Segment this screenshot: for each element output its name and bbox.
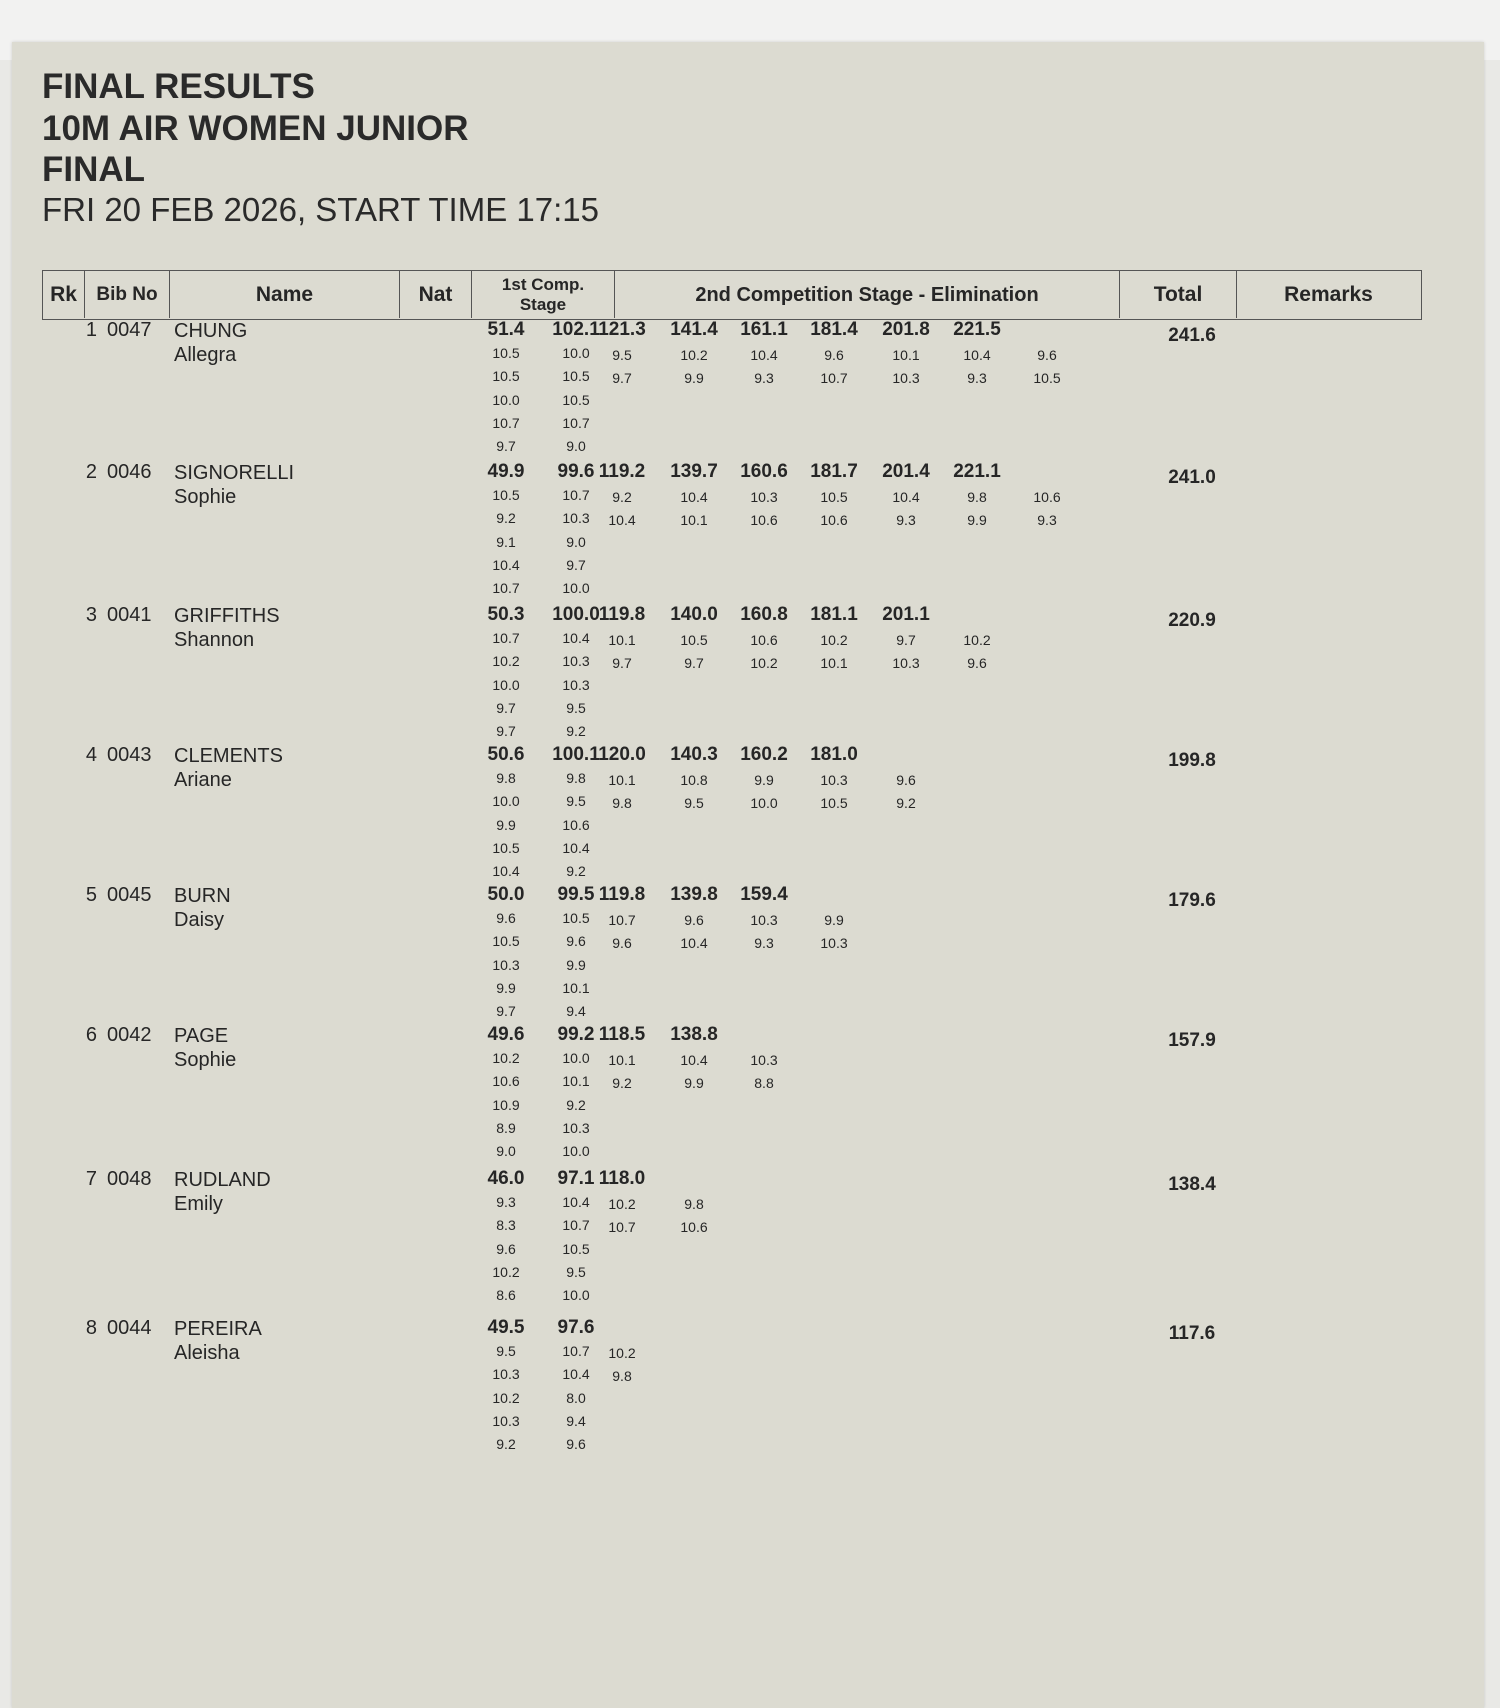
stage2-shot: 9.9: [684, 1075, 704, 1092]
stage2-shot: 9.2: [896, 795, 916, 812]
stage1-shot: 10.4: [492, 863, 520, 880]
stage1-shot: 10.5: [492, 933, 520, 950]
stage2-shot: 9.3: [896, 512, 916, 529]
stage1-shot: 10.5: [492, 487, 520, 503]
heading-phase: FINAL: [42, 150, 146, 189]
stage1-shot: 10.3: [562, 676, 590, 693]
stage1-shot: 9.5: [566, 699, 586, 716]
stage2-cumulative: 160.2: [740, 744, 788, 765]
stage2-cumulative: 139.8: [670, 884, 718, 905]
stage2-shot: 9.3: [754, 370, 774, 387]
col-total: Total: [1120, 271, 1237, 318]
table-header: [42, 270, 1422, 320]
stage2-shot: 10.2: [680, 347, 708, 363]
stage1-shot: 9.2: [496, 1436, 516, 1453]
stage2-shot: 10.4: [892, 489, 920, 505]
stage1-shot: 9.9: [566, 956, 586, 973]
stage1-shot: 10.3: [562, 510, 590, 527]
stage1-shot: 10.3: [492, 1366, 520, 1383]
stage2-shot: 10.3: [750, 912, 778, 928]
stage2-shot: 9.7: [896, 632, 916, 648]
athlete-surname: GRIFFITHS: [174, 605, 280, 627]
stage1-shot: 8.6: [496, 1287, 516, 1304]
stage1-shot: 9.1: [496, 533, 516, 550]
heading-date-time: FRI 20 FEB 2026, START TIME 17:15: [42, 191, 599, 228]
stage1-shot: 9.4: [566, 1412, 586, 1429]
stage1-shot: 9.6: [566, 933, 586, 950]
athlete-name: [174, 744, 283, 792]
stage1-shot: 9.0: [566, 533, 586, 550]
stage1-shot: 9.9: [496, 816, 516, 833]
stage1-shot: 10.3: [492, 1412, 520, 1429]
stage1-shot: 8.3: [496, 1217, 516, 1234]
stage2-cumulative: 201.1: [882, 604, 930, 625]
col-bib: Bib No: [85, 271, 170, 318]
stage1-cumulative: 49.6: [487, 1024, 525, 1045]
bib-number: 0044: [107, 1317, 152, 1339]
results-sheet: [12, 42, 1484, 1708]
stage1-shot: 9.6: [496, 910, 516, 926]
stage1-shot: 10.7: [562, 1217, 590, 1234]
stage1-shot: 10.3: [492, 956, 520, 973]
bib-number: 0046: [107, 461, 152, 483]
stage2-shot: 10.1: [608, 772, 636, 788]
bib-number: 0041: [107, 604, 152, 626]
stage2-shot: 10.6: [820, 512, 848, 529]
stage2-shot: 10.4: [963, 347, 991, 363]
athlete-name: [174, 604, 280, 652]
total-score: 138.4: [1168, 1174, 1216, 1195]
stage2-cumulative: 118.0: [598, 1168, 646, 1189]
stage1-cumulative: 50.0: [487, 884, 525, 905]
bib-number: 0042: [107, 1024, 152, 1046]
athlete-firstname: Allegra: [174, 344, 237, 366]
stage2-shot: 9.8: [612, 1368, 632, 1385]
stage2-shot: 9.9: [684, 370, 704, 387]
stage1-cumulative: 100.1: [552, 744, 600, 765]
athlete-firstname: Aleisha: [174, 1342, 240, 1364]
stage1-cumulative: 46.0: [487, 1168, 525, 1189]
stage1-shot: 10.0: [562, 580, 590, 597]
col-nat: Nat: [400, 271, 472, 318]
stage1-cumulative: 50.6: [487, 744, 525, 765]
stage2-cumulative: 160.6: [740, 461, 788, 482]
stage2-shot: 10.1: [608, 632, 636, 648]
stage2-shot: 10.8: [680, 772, 708, 788]
stage2-shot: 10.5: [1033, 370, 1061, 387]
athlete-firstname: Shannon: [174, 629, 255, 651]
athlete-name: [174, 1024, 236, 1072]
stage2-cumulative: 140.3: [670, 744, 718, 765]
col-stage2: 2nd Competition Stage - Elimination: [615, 271, 1120, 318]
stage2-cumulative: 139.7: [670, 461, 718, 482]
stage2-shot: 8.8: [754, 1075, 774, 1092]
stage2-shot: 10.2: [608, 1196, 636, 1212]
stage2-shot: 9.6: [612, 935, 632, 952]
stage2-cumulative: 201.8: [882, 319, 930, 340]
stage2-shot: 9.9: [824, 912, 844, 928]
stage2-shot: 9.3: [754, 935, 774, 952]
bib-number: 0048: [107, 1168, 152, 1190]
stage2-shot: 9.9: [967, 512, 987, 529]
stage2-shot: 10.7: [608, 912, 636, 928]
stage2-shot: 10.3: [820, 935, 848, 952]
total-score: 241.6: [1168, 325, 1216, 346]
stage2-shot: 10.4: [680, 935, 708, 952]
stage2-shot: 10.1: [608, 1052, 636, 1068]
stage1-cumulative: 99.6: [557, 461, 595, 482]
total-score: 199.8: [1168, 750, 1216, 771]
rank: 1: [85, 319, 97, 341]
stage2-shot: 10.3: [892, 655, 920, 672]
stage1-shot: 10.4: [562, 839, 590, 856]
stage2-shot: 9.7: [612, 370, 632, 387]
total-score: 117.6: [1168, 1323, 1216, 1344]
stage2-shot: 9.8: [967, 489, 987, 505]
stage1-shot: 9.7: [496, 723, 516, 740]
stage2-shot: 10.5: [680, 632, 708, 648]
stage1-shot: 10.7: [562, 1343, 590, 1359]
stage2-shot: 9.2: [612, 489, 632, 505]
stage1-shot: 10.2: [492, 653, 520, 670]
stage1-cumulative: 49.9: [487, 461, 525, 482]
rank: 2: [85, 461, 97, 483]
stage1-shot: 10.7: [562, 487, 590, 503]
stage2-shot: 9.7: [684, 655, 704, 672]
stage1-shot: 9.0: [566, 438, 586, 455]
stage1-cumulative: 99.5: [557, 884, 595, 905]
total-score: 241.0: [1168, 467, 1216, 488]
stage2-shot: 9.3: [1037, 512, 1057, 529]
stage1-shot: 10.5: [562, 391, 590, 408]
athlete-firstname: Sophie: [174, 486, 237, 508]
stage2-shot: 10.7: [608, 1219, 636, 1236]
stage1-shot: 10.3: [562, 653, 590, 670]
heading-event: 10M AIR WOMEN JUNIOR: [42, 109, 469, 148]
athlete-surname: CHUNG: [174, 320, 248, 342]
stage2-shot: 10.0: [750, 795, 778, 812]
stage2-cumulative: 221.5: [953, 319, 1001, 340]
stage1-shot: 9.5: [566, 793, 586, 810]
stage1-shot: 9.4: [566, 1003, 586, 1020]
stage2-shot: 10.2: [608, 1345, 636, 1361]
stage1-shot: 10.5: [492, 839, 520, 856]
stage1-cumulative: 97.6: [557, 1317, 595, 1338]
athlete-surname: SIGNORELLI: [174, 462, 295, 484]
athlete-name: [174, 1317, 262, 1365]
stage2-cumulative: 161.1: [740, 319, 788, 340]
stage1-shot: 10.4: [562, 1194, 590, 1210]
stage2-shot: 10.3: [750, 489, 778, 505]
stage2-shot: 10.5: [820, 489, 848, 505]
stage2-shot: 10.4: [750, 347, 778, 363]
stage1-shot: 9.9: [496, 979, 516, 996]
athlete-firstname: Ariane: [174, 769, 232, 791]
stage1-shot: 10.9: [492, 1096, 520, 1113]
stage2-shot: 10.3: [820, 772, 848, 788]
rank: 8: [85, 1317, 97, 1339]
stage2-shot: 9.7: [612, 655, 632, 672]
stage2-cumulative: 141.4: [670, 319, 718, 340]
stage2-shot: 9.6: [967, 655, 987, 672]
col-name: Name: [170, 271, 400, 318]
athlete-surname: BURN: [174, 885, 231, 907]
stage2-cumulative: 119.8: [598, 884, 646, 905]
rank: 7: [85, 1168, 97, 1190]
stage1-shot: 10.4: [562, 1366, 590, 1383]
stage2-shot: 9.5: [684, 795, 704, 812]
stage2-shot: 10.7: [820, 370, 848, 387]
stage1-shot: 10.0: [562, 1287, 590, 1304]
stage2-shot: 10.6: [680, 1219, 708, 1236]
stage2-shot: 10.2: [820, 632, 848, 648]
stage1-shot: 9.2: [496, 510, 516, 527]
stage1-shot: 10.3: [562, 1119, 590, 1136]
stage1-shot: 9.3: [496, 1194, 516, 1210]
bib-number: 0043: [107, 744, 152, 766]
stage2-cumulative: 201.4: [882, 461, 930, 482]
stage2-cumulative: 119.8: [598, 604, 646, 625]
athlete-surname: PAGE: [174, 1025, 229, 1047]
stage2-cumulative: 160.8: [740, 604, 788, 625]
rank: 5: [85, 884, 97, 906]
stage1-shot: 9.7: [496, 1003, 516, 1020]
rank: 4: [85, 744, 97, 766]
stage1-shot: 10.7: [492, 580, 520, 597]
stage1-cumulative: 100.0: [552, 604, 600, 625]
athlete-firstname: Sophie: [174, 1049, 237, 1071]
stage1-shot: 10.1: [562, 1073, 590, 1090]
stage1-shot: 9.6: [566, 1436, 586, 1453]
athlete-firstname: Emily: [174, 1193, 223, 1215]
stage1-shot: 10.4: [562, 630, 590, 646]
stage2-shot: 9.3: [967, 370, 987, 387]
stage1-cumulative: 102.1: [552, 319, 600, 340]
stage1-shot: 9.5: [496, 1343, 516, 1359]
stage1-shot: 8.0: [566, 1389, 586, 1406]
stage1-shot: 10.0: [492, 391, 520, 408]
stage1-shot: 10.0: [562, 1143, 590, 1160]
stage2-cumulative: 159.4: [740, 884, 788, 905]
stage1-shot: 9.7: [496, 699, 516, 716]
stage1-shot: 10.2: [492, 1389, 520, 1406]
stage1-shot: 10.2: [492, 1050, 520, 1066]
stage2-shot: 10.4: [608, 512, 636, 529]
stage1-shot: 9.7: [496, 438, 516, 455]
stage1-shot: 10.6: [562, 816, 590, 833]
stage1-cumulative: 97.1: [557, 1168, 595, 1189]
heading-final-results: FINAL RESULTS: [42, 67, 315, 106]
stage1-shot: 10.4: [492, 556, 520, 573]
stage1-shot: 10.7: [492, 630, 520, 646]
col-stage1: 1st Comp. Stage: [472, 271, 615, 318]
stage1-shot: 9.2: [566, 1096, 586, 1113]
stage2-cumulative: 118.5: [598, 1024, 646, 1045]
bib-number: 0047: [107, 319, 152, 341]
stage1-cumulative: 99.2: [557, 1024, 595, 1045]
total-score: 179.6: [1168, 890, 1216, 911]
athlete-name: [174, 461, 294, 509]
stage2-shot: 10.1: [892, 347, 920, 363]
stage1-shot: 10.5: [562, 910, 590, 926]
stage2-shot: 9.9: [754, 772, 774, 788]
stage2-shot: 10.2: [750, 655, 778, 672]
athlete-name: [174, 1168, 271, 1216]
stage1-shot: 9.2: [566, 863, 586, 880]
col-rk: Rk: [43, 271, 85, 318]
stage1-shot: 10.1: [562, 979, 590, 996]
stage2-shot: 10.4: [680, 1052, 708, 1068]
athlete-surname: CLEMENTS: [174, 745, 283, 767]
stage1-shot: 9.8: [496, 770, 516, 786]
stage1-shot: 9.5: [566, 1263, 586, 1280]
stage2-cumulative: 181.1: [810, 604, 858, 625]
stage1-shot: 10.0: [562, 345, 590, 361]
stage2-shot: 10.2: [963, 632, 991, 648]
total-score: 220.9: [1168, 610, 1216, 631]
stage2-shot: 10.1: [820, 655, 848, 672]
stage2-shot: 10.6: [1033, 489, 1061, 505]
stage2-cumulative: 138.8: [670, 1024, 718, 1045]
stage1-cumulative: 51.4: [487, 319, 525, 340]
total-score: 157.9: [1168, 1030, 1216, 1051]
rank: 6: [85, 1024, 97, 1046]
stage2-shot: 10.1: [680, 512, 708, 529]
stage2-shot: 9.5: [612, 347, 632, 363]
stage2-cumulative: 120.0: [598, 744, 646, 765]
stage1-shot: 10.5: [492, 368, 520, 385]
stage2-cumulative: 181.0: [810, 744, 858, 765]
stage1-cumulative: 50.3: [487, 604, 525, 625]
stage1-shot: 9.2: [566, 723, 586, 740]
stage2-shot: 10.5: [820, 795, 848, 812]
stage2-cumulative: 119.2: [598, 461, 646, 482]
athlete-name: [174, 319, 247, 367]
stage2-shot: 9.6: [684, 912, 704, 928]
bib-number: 0045: [107, 884, 152, 906]
stage2-shot: 9.6: [1037, 347, 1057, 363]
stage1-shot: 10.7: [562, 414, 590, 431]
stage2-shot: 9.6: [896, 772, 916, 788]
stage2-cumulative: 121.3: [598, 319, 646, 340]
athlete-firstname: Daisy: [174, 909, 225, 931]
stage2-shot: 9.6: [824, 347, 844, 363]
stage1-shot: 10.7: [492, 414, 520, 431]
athlete-surname: RUDLAND: [174, 1169, 271, 1191]
stage2-shot: 10.3: [892, 370, 920, 387]
stage2-shot: 10.3: [750, 1052, 778, 1068]
stage2-shot: 9.8: [612, 795, 632, 812]
stage1-shot: 10.5: [562, 1240, 590, 1257]
stage2-shot: 10.4: [680, 489, 708, 505]
stage2-cumulative: 181.4: [810, 319, 858, 340]
stage1-shot: 9.7: [566, 556, 586, 573]
stage1-shot: 9.8: [566, 770, 586, 786]
rank: 3: [85, 604, 97, 626]
stage1-shot: 10.5: [492, 345, 520, 361]
stage1-shot: 9.6: [496, 1240, 516, 1257]
stage2-cumulative: 221.1: [953, 461, 1001, 482]
stage1-cumulative: 49.5: [487, 1317, 525, 1338]
stage2-cumulative: 140.0: [670, 604, 718, 625]
stage2-shot: 10.6: [750, 632, 778, 648]
athlete-surname: PEREIRA: [174, 1318, 262, 1340]
athlete-name: [174, 884, 231, 932]
stage2-shot: 9.8: [684, 1196, 704, 1212]
stage2-shot: 9.2: [612, 1075, 632, 1092]
stage1-shot: 10.0: [562, 1050, 590, 1066]
stage1-shot: 8.9: [496, 1119, 516, 1136]
stage1-shot: 10.2: [492, 1263, 520, 1280]
stage1-shot: 9.0: [496, 1143, 516, 1160]
stage2-cumulative: 181.7: [810, 461, 858, 482]
stage2-shot: 10.6: [750, 512, 778, 529]
stage1-shot: 10.0: [492, 676, 520, 693]
stage1-shot: 10.0: [492, 793, 520, 810]
stage1-shot: 10.6: [492, 1073, 520, 1090]
stage1-shot: 10.5: [562, 368, 590, 385]
col-remarks: Remarks: [1284, 282, 1373, 306]
